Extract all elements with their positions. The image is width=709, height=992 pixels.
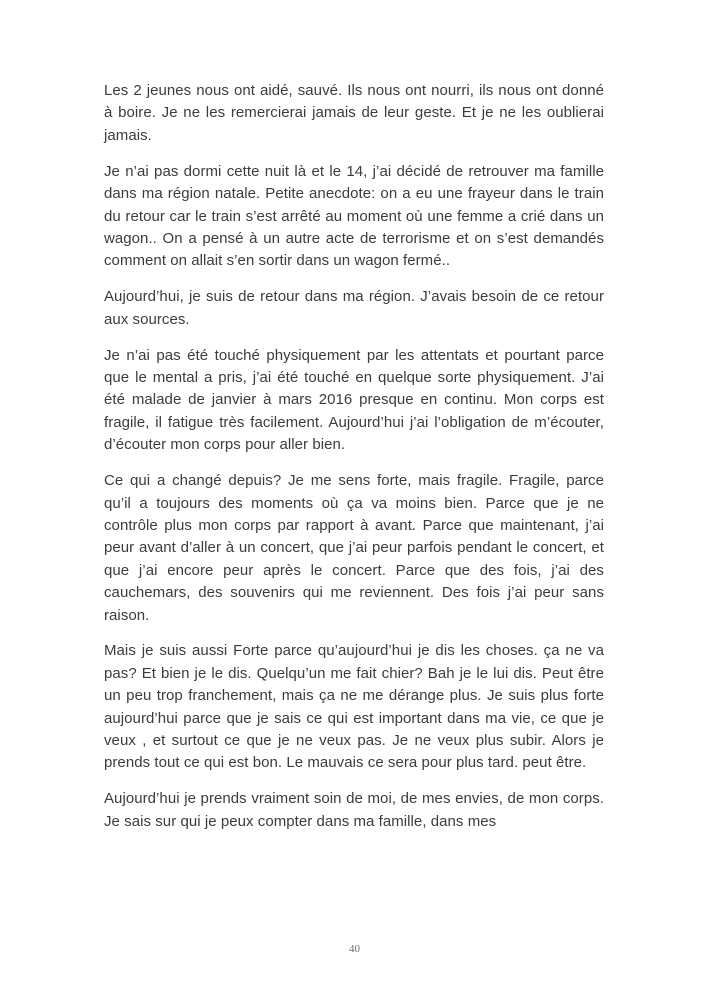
page-number: 40: [349, 943, 360, 955]
paragraph-2: Je n’ai pas dormi cette nuit là et le 14, j’ai décidé de retrouver ma famille dans ma région natale. Petite anecdote: on a eu une frayeur dans le train du retour car le train s’est arrêté au moment où une femme a crié dans un wagon.. On a pensé à un autre acte de terrorisme et on s’est demandés comment on allait s’en sortir dans un wagon fermé..: [104, 162, 604, 270]
paragraph-5: Ce qui a changé depuis? Je me sens forte, mais fragile. Fragile, parce qu’il a toujours des moments où ça va moins bien. Parce que je ne contrôle plus mon corps par rapport à avant. Parce que maintenant, j’ai peur avant d’aller à un concert, que j’ai peur parfois pendant le concert, et que j’ai encore peur après le concert. Parce que des fois, j’ai des cauchemars, des souvenirs qui me reviennent. Des fois j’ai peur sans raison.: [104, 472, 604, 624]
paragraph-7: Aujourd’hui je prends vraiment soin de moi, de mes envies, de mon corps. Je sais sur qui je peux compter dans ma famille, dans mes: [104, 790, 604, 830]
paragraph-4: Je n’ai pas été touché physiquement par les attentats et pourtant parce que le mental a pris, j’ai été touché en quelque sorte physiquement. J’ai été malade de janvier à mars 2016 presque en continu. Mon corps est fragile, il fatigue très facilement. Aujourd’hui j’ai l’obligation de m’écouter, d’écouter mon corps pour aller bien.: [104, 346, 604, 454]
paragraph-3: Aujourd’hui, je suis de retour dans ma région. J’avais besoin de ce retour aux sources.: [104, 288, 604, 328]
body-text: [104, 80, 604, 847]
paragraph-1: Les 2 jeunes nous ont aidé, sauvé. Ils nous ont nourri, ils nous ont donné à boire. Je ne les remercierai jamais de leur geste. Et je ne les oublierai jamais.: [104, 82, 604, 144]
paragraph-6: Mais je suis aussi Forte parce qu’aujourd’hui je dis les choses. ça ne va pas? Et bien je le dis. Quelqu’un me fait chier? Bah je le lui dis. Peut être un peu trop franchement, mais ça ne me dérange plus. Je suis plus forte aujourd’hui parce que je sais ce qui est important dans ma vie, ce que je veux , et surtout ce que je ne veux pas. Je ne veux plus subir. Alors je prends tout ce qui est bon. Le mauvais ce sera pour plus tard. peut être.: [104, 642, 604, 772]
